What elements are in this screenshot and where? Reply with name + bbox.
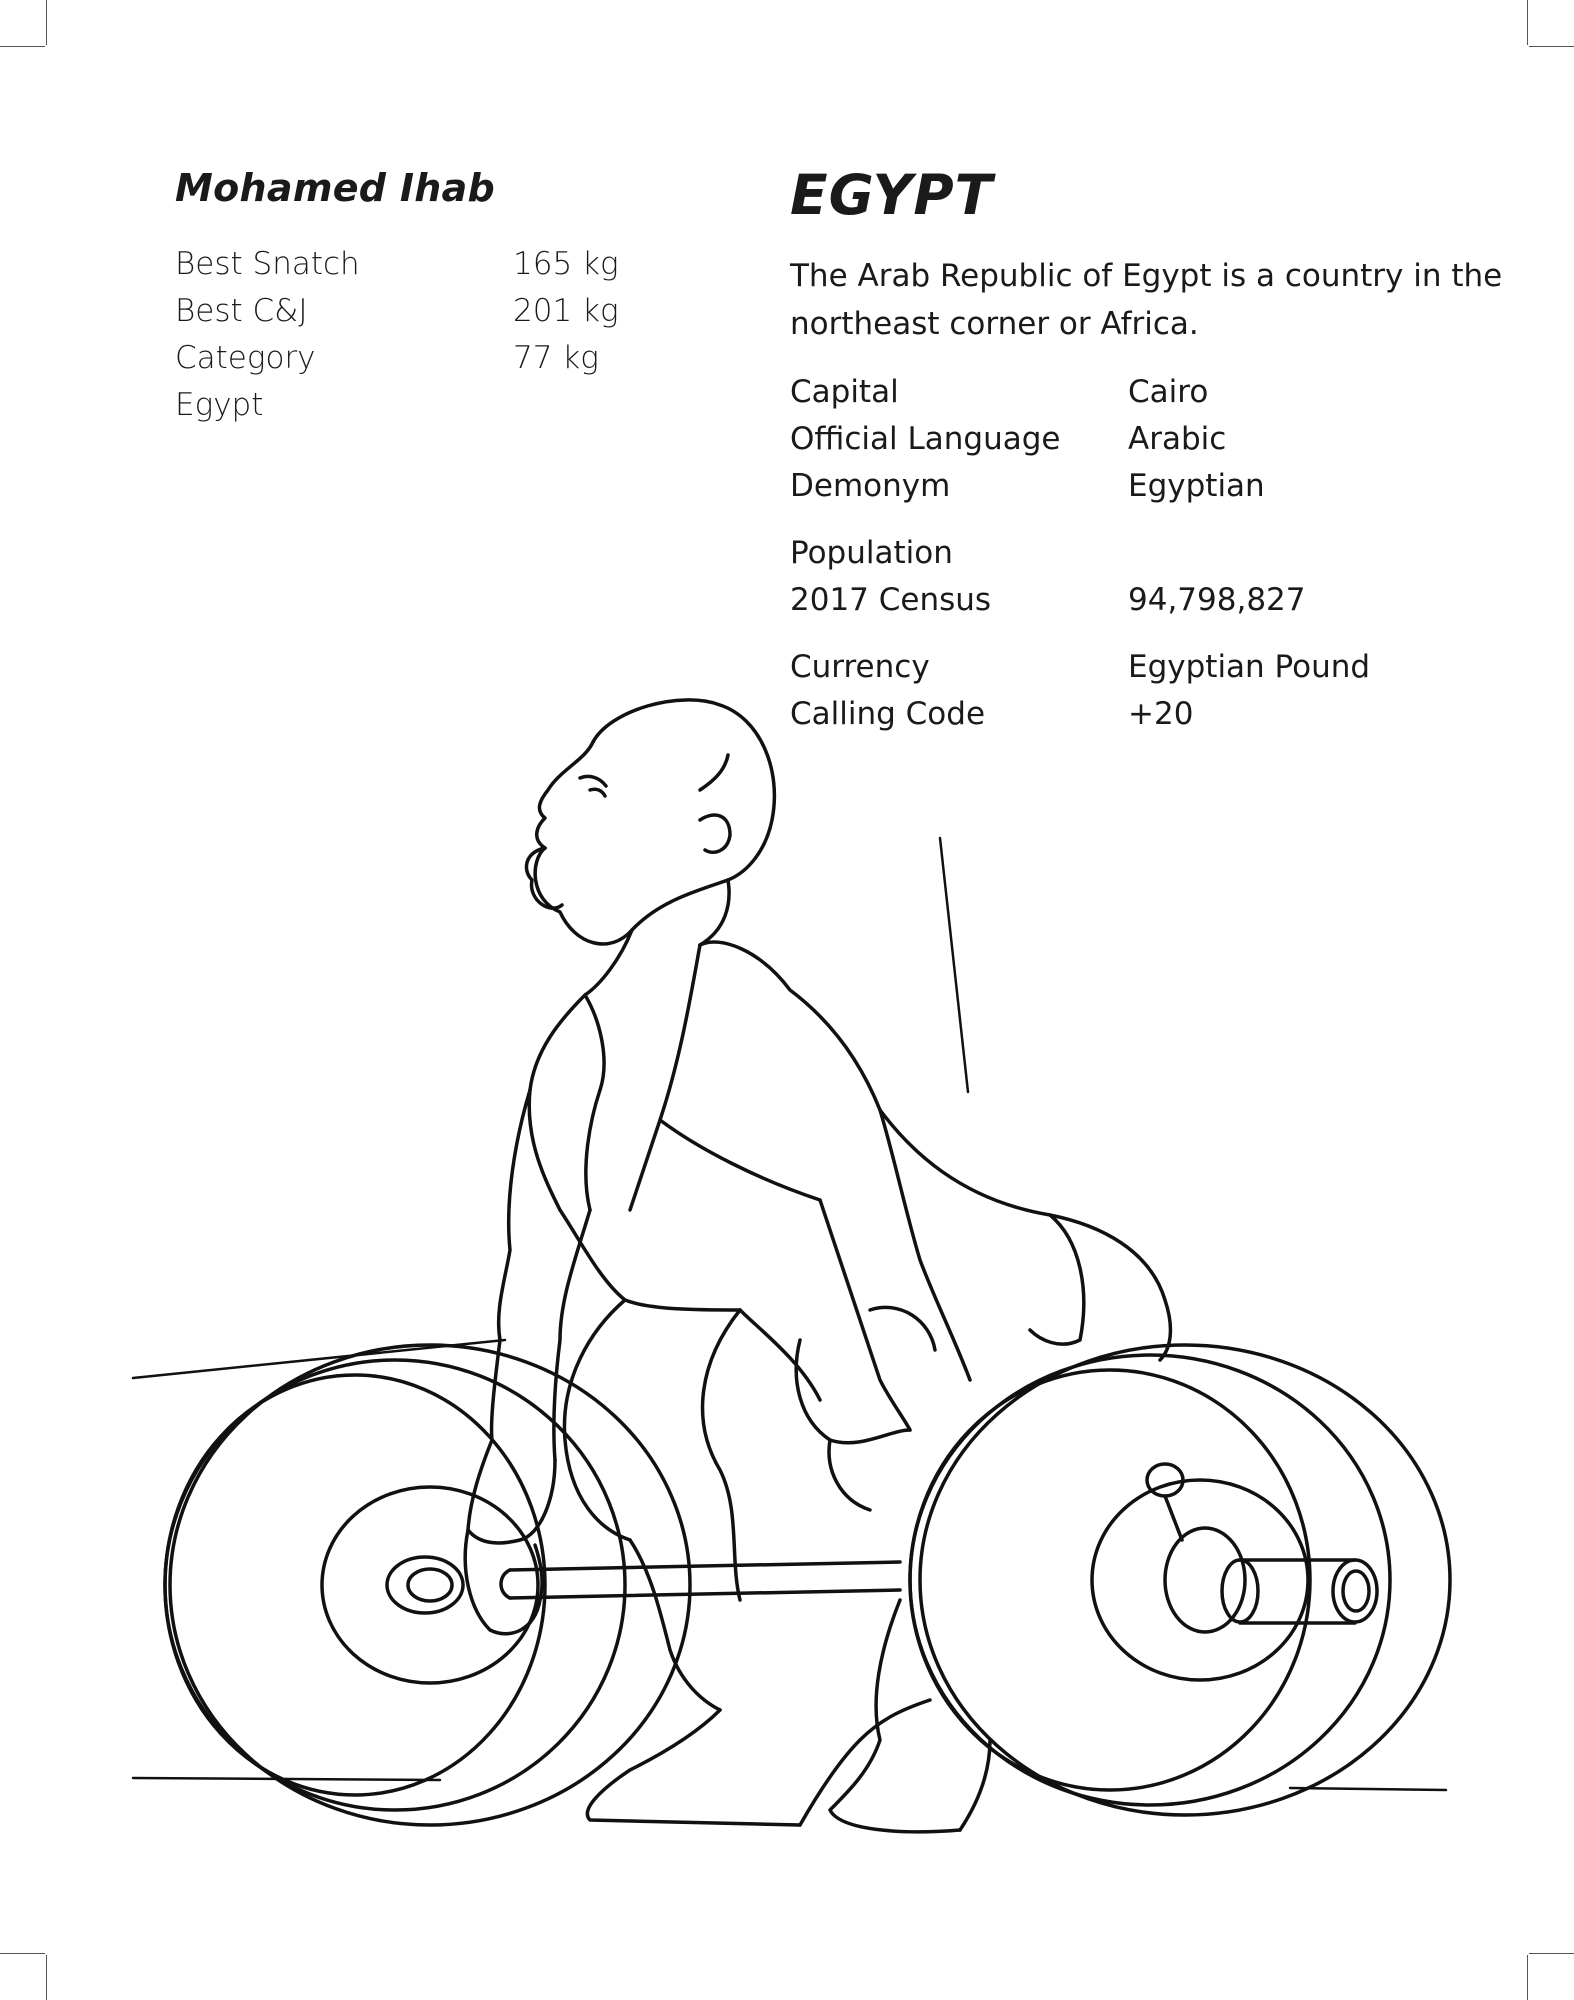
platform-lines (133, 838, 1446, 1790)
fact-value: Egyptian Pound (1128, 648, 1371, 685)
fact-value: 94,798,827 (1128, 581, 1306, 618)
country-title: EGYPT (790, 163, 994, 227)
fact-label: Currency (790, 648, 930, 685)
fact-label: 2017 Census (790, 581, 992, 618)
stat-label: Category (175, 339, 316, 376)
head-drawing (526, 700, 774, 944)
stat-label: Egypt (175, 386, 264, 423)
stat-value: 201 kg (513, 292, 619, 329)
fact-label: Calling Code (790, 695, 986, 732)
stat-label: Best C&J (175, 292, 308, 329)
fact-value: Cairo (1128, 373, 1209, 410)
fact-value: +20 (1128, 695, 1194, 732)
stat-value: 165 kg (513, 245, 619, 282)
fact-value: Arabic (1128, 420, 1227, 457)
country-description: The Arab Republic of Egypt is a country in the northeast corner or Africa. (790, 258, 1503, 342)
fact-label: Demonym (790, 467, 951, 504)
fact-label: Population (790, 534, 953, 571)
stat-value: 77 kg (513, 339, 599, 376)
stat-label: Best Snatch (175, 245, 360, 282)
athlete-name: Mohamed Ihab (175, 166, 496, 210)
torso-drawing (529, 880, 1170, 1400)
fact-label: Capital (790, 373, 899, 410)
arms-drawing (492, 1090, 1084, 1460)
fact-label: Official Language (790, 420, 1061, 457)
fact-value: Egyptian (1128, 467, 1265, 504)
